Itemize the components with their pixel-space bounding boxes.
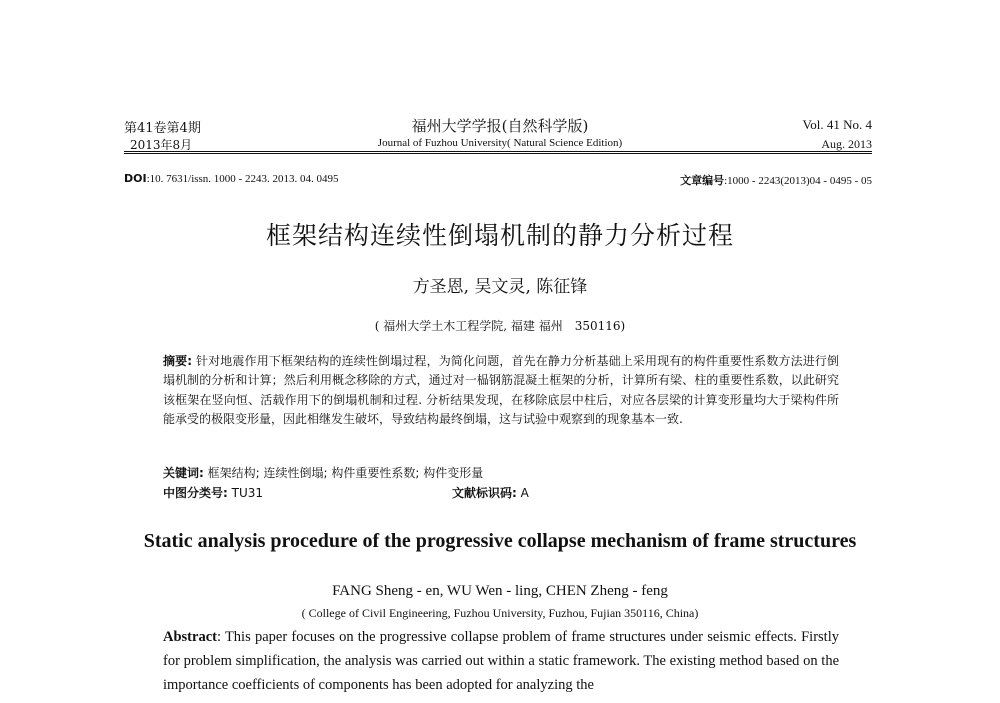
journal-title-cn: 福州大学学报(自然科学版) xyxy=(411,117,589,135)
keywords-cn-text: 框架结构; 连续性倒塌; 构件重要性系数; 构件变形量 xyxy=(203,466,484,480)
abstract-cn-text: 针对地震作用下框架结构的连续性倒塌过程，为简化问题，首先在静力分析基础上采用现有的构件重要性系数方法进行倒塌机制的分析和计算；然后利用概念移除的方式，通过对一榀钢筋混凝土框架的分析，计算所有梁、柱的重要性系数，以此研究该框架在竖向恒、活载作用下的倒塌机制和过程. 分析结果发现，在移除底层中柱后，对应各层梁的计算变形量均大于梁构件所能承受的极限变形量，因此相继发生破坏，导致结构最终倒塌，这与试验中观察到的现象基本一致. xyxy=(163,354,839,427)
keywords-cn-label: 关键词: xyxy=(163,466,204,480)
abstract-en-text: : This paper focuses on the progressive collapse problem of frame structures under seismic effects. Firstly for problem simplification, the analysis was carried out within a static framework. The existing method based on the importance coefficients of components has been adopted for analyzing the xyxy=(163,629,839,693)
vol-no: Vol. 41 No. 4 xyxy=(802,117,872,132)
abstract-cn xyxy=(163,352,839,430)
abstract-cn-label: 摘要: xyxy=(163,354,193,368)
authors-cn: 方圣恩, 吴文灵, 陈征锋 xyxy=(412,277,588,297)
affiliation-en: ( College of Civil Engineering, Fuzhou University, Fuzhou, Fujian 350116, China) xyxy=(301,606,699,620)
article-label: 文章编号 xyxy=(680,174,725,187)
volume-issue: 第41卷第4期 xyxy=(124,121,201,136)
abstract-en xyxy=(163,625,839,697)
article-number xyxy=(680,172,872,188)
clc-label: 中图分类号: xyxy=(163,486,228,500)
article-value: :1000 - 2243(2013)04 - 0495 - 05 xyxy=(724,175,872,187)
pub-date: 2013年8月 xyxy=(130,138,193,152)
paper-title-en: Static analysis procedure of the progressive collapse mechanism of frame structures xyxy=(143,530,857,552)
document-code xyxy=(452,484,529,501)
abstract-en-label: Abstract xyxy=(163,629,217,645)
paper-title-cn: 框架结构连续性倒塌机制的静力分析过程 xyxy=(265,221,734,250)
affiliation-cn: ( 福州大学土木工程学院, 福建 福州 350116) xyxy=(374,319,626,333)
doi-value: :10. 7631/issn. 1000 - 2243. 2013. 04. 0495 xyxy=(146,173,339,185)
doc-code-label: 文献标识码: xyxy=(452,486,517,500)
authors-en: FANG Sheng - en, WU Wen - ling, CHEN Zheng - feng xyxy=(332,583,668,599)
doi-label: DOI xyxy=(124,172,147,185)
header-rule-2 xyxy=(124,153,872,154)
clc-number xyxy=(163,484,263,501)
journal-title-en: Journal of Fuzhou University( Natural Science Edition) xyxy=(377,137,623,149)
pub-date-en: Aug. 2013 xyxy=(821,137,872,151)
keywords-cn xyxy=(163,464,483,481)
header-rule xyxy=(124,151,872,152)
doi xyxy=(124,172,338,185)
doc-code-value: A xyxy=(516,486,529,500)
clc-value: TU31 xyxy=(227,486,264,500)
